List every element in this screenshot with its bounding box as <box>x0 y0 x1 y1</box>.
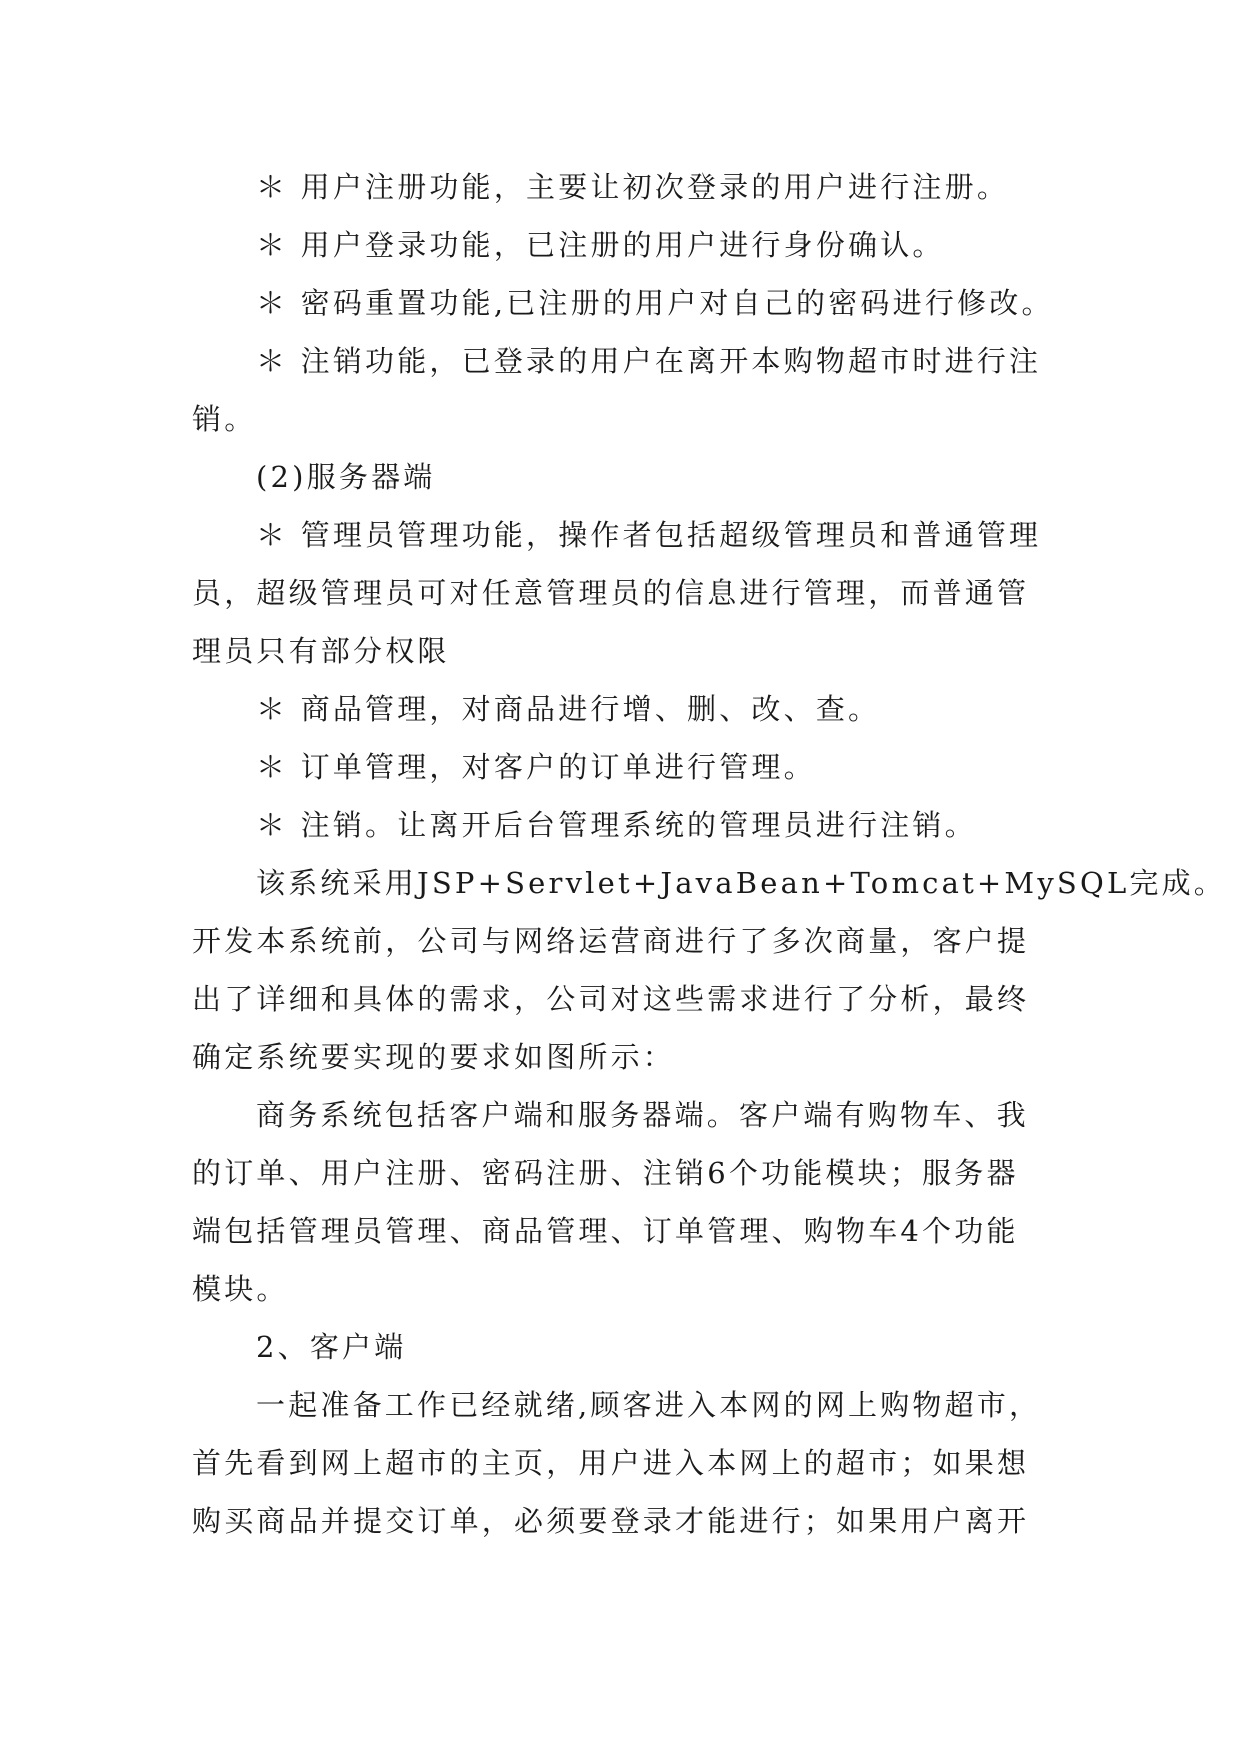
paragraph-line: 销。 <box>192 402 257 436</box>
paragraph-system-overview: 商务系统包括客户端和服务器端。客户端有购物车、我 <box>256 1098 1029 1132</box>
bullet-product-management: ＊ 商品管理，对商品进行增、删、改、查。 <box>256 692 881 726</box>
paragraph-line: 端包括管理员管理、商品管理、订单管理、购物车4个功能 <box>192 1214 1019 1248</box>
paragraph-line: 模块。 <box>192 1272 289 1306</box>
paragraph-line: 的订单、用户注册、密码注册、注销6个功能模块；服务器 <box>192 1156 1019 1190</box>
bullet-admin-management: ＊ 管理员管理功能，操作者包括超级管理员和普通管理 <box>256 518 1042 552</box>
bullet-admin-logout: ＊ 注销。让离开后台管理系统的管理员进行注销。 <box>256 808 977 842</box>
section-heading-client: 2、客户端 <box>256 1330 407 1364</box>
bullet-order-management: ＊ 订单管理，对客户的订单进行管理。 <box>256 750 816 784</box>
paragraph-line: 员，超级管理员可对任意管理员的信息进行管理，而普通管 <box>192 576 1030 610</box>
bullet-login: ＊ 用户登录功能，已注册的用户进行身份确认。 <box>256 228 945 262</box>
paragraph-line: 首先看到网上超市的主页，用户进入本网上的超市；如果想 <box>192 1446 1030 1480</box>
paragraph-client-intro: 一起准备工作已经就绪,顾客进入本网的网上购物超市， <box>256 1388 1042 1422</box>
bullet-register: ＊ 用户注册功能，主要让初次登录的用户进行注册。 <box>256 170 1010 204</box>
paragraph-line: 开发本系统前，公司与网络运营商进行了多次商量，客户提 <box>192 924 1030 958</box>
bullet-logout: ＊ 注销功能，已登录的用户在离开本购物超市时进行注 <box>256 344 1042 378</box>
paragraph-line: 出了详细和具体的需求，公司对这些需求进行了分析，最终 <box>192 982 1030 1016</box>
paragraph-line: 确定系统要实现的要求如图所示： <box>192 1040 676 1074</box>
paragraph-tech-stack: 该系统采用JSP+Servlet+JavaBean+Tomcat+MySQL完成。 <box>256 866 1227 900</box>
bullet-password-reset: ＊ 密码重置功能,已注册的用户对自己的密码进行修改。 <box>256 286 1054 320</box>
paragraph-line: 购买商品并提交订单，必须要登录才能进行；如果用户离开 <box>192 1504 1030 1538</box>
section-heading-server: (2)服务器端 <box>256 460 436 494</box>
paragraph-line: 理员只有部分权限 <box>192 634 450 668</box>
